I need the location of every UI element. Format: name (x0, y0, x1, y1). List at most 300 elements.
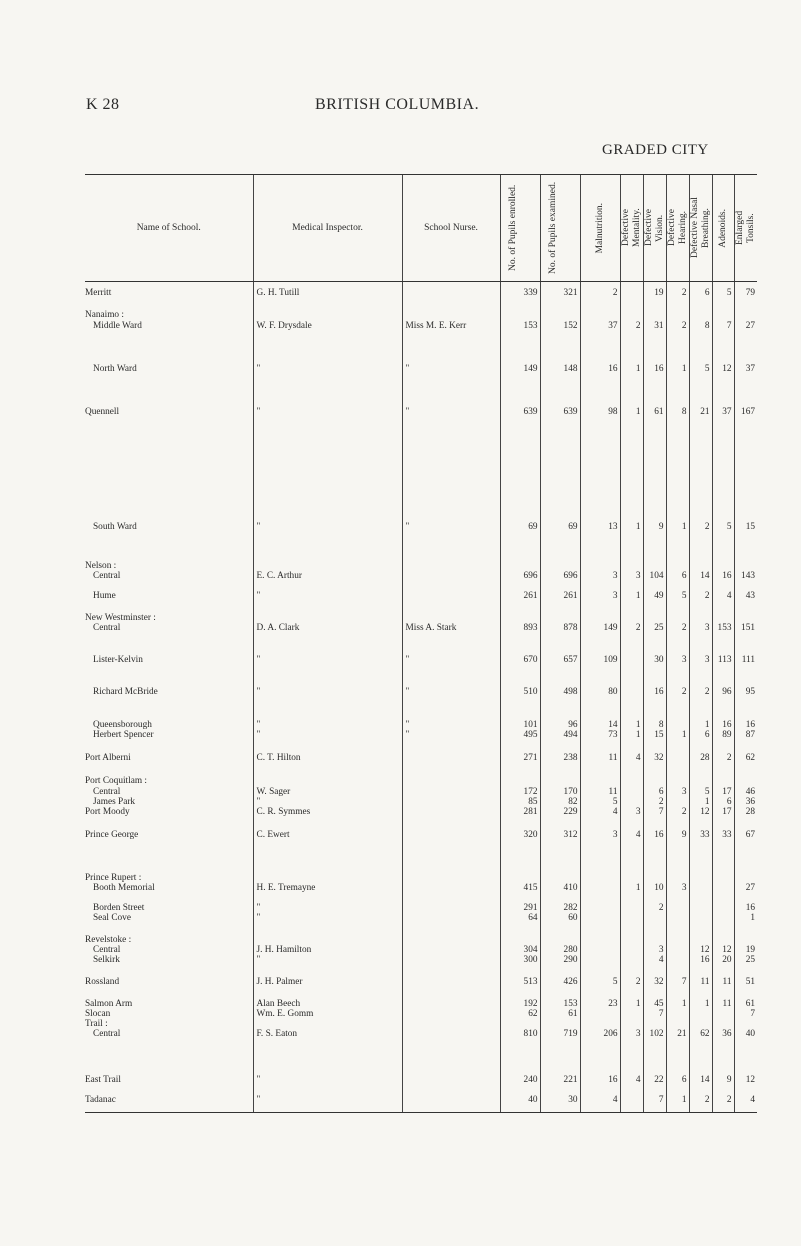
school-name: Central (93, 787, 121, 797)
examined-value: 321 (540, 288, 580, 310)
nasal-value: 1 (689, 797, 712, 807)
col-header-hearing: Defective Hearing. (666, 175, 689, 282)
col-header-inspector: Medical Inspector. (253, 175, 402, 282)
vision-value: 30 (643, 655, 666, 687)
hearing-value: 3 (666, 883, 689, 903)
examined-value: 878 (540, 623, 580, 655)
table-row (85, 687, 779, 720)
school-nurse (402, 913, 500, 935)
table-row (85, 1029, 779, 1075)
adenoids-value: 113 (712, 655, 734, 687)
mentality-value (620, 935, 643, 945)
mentality-value: 1 (620, 591, 643, 613)
tonsils-value: 151 (734, 623, 757, 655)
school-nurse (402, 945, 500, 955)
table-row (85, 310, 779, 321)
school-name: James Park (93, 797, 136, 807)
school-name: North Ward (93, 364, 137, 374)
tonsils-value: 36 (734, 797, 757, 807)
school-name: Trail : (85, 1019, 108, 1029)
page-title: BRITISH COLUMBIA. (315, 96, 480, 113)
enrolled-value: 291 (500, 903, 540, 913)
school-nurse (402, 1009, 500, 1019)
malnutrition-value: 3 (580, 591, 620, 613)
mentality-value (620, 613, 643, 623)
medical-inspector (253, 310, 402, 321)
col-header-adenoids: Adenoids. (712, 175, 734, 282)
enrolled-value (500, 1019, 540, 1029)
examined-value: 410 (540, 883, 580, 903)
nasal-value: 12 (689, 807, 712, 830)
table-row (85, 321, 779, 364)
mentality-value (620, 687, 643, 720)
medical-inspector (253, 561, 402, 571)
vision-value: 32 (643, 753, 666, 776)
examined-value: 96 (540, 720, 580, 730)
adenoids-value: 16 (712, 571, 734, 591)
school-nurse (402, 807, 500, 830)
malnutrition-value (580, 935, 620, 945)
tonsils-value: 25 (734, 955, 757, 977)
school-nurse (402, 1019, 500, 1029)
table-row (85, 797, 779, 807)
table-row (85, 407, 779, 522)
adenoids-value: 17 (712, 807, 734, 830)
enrolled-value: 510 (500, 687, 540, 720)
mentality-value (620, 288, 643, 310)
nasal-value (689, 776, 712, 787)
tonsils-value: 111 (734, 655, 757, 687)
school-nurse: " (402, 730, 500, 753)
school-nurse: " (402, 687, 500, 720)
nasal-value: 3 (689, 655, 712, 687)
nasal-value: 16 (689, 955, 712, 977)
col-header-enrolled: No. of Pupils enrolled. (500, 175, 540, 282)
table-row (85, 787, 779, 797)
tonsils-value (734, 935, 757, 945)
malnutrition-value: 4 (580, 1095, 620, 1113)
adenoids-value: 2 (712, 1095, 734, 1113)
malnutrition-value: 16 (580, 1075, 620, 1095)
adenoids-value: 7 (712, 321, 734, 364)
medical-inspector: " (253, 364, 402, 407)
medical-inspector: C. T. Hilton (253, 753, 402, 776)
school-name: Herbert Spencer (93, 730, 154, 740)
mentality-value (620, 1009, 643, 1019)
tonsils-value (734, 776, 757, 787)
school-name: Slocan (85, 1009, 111, 1019)
mentality-value: 2 (620, 321, 643, 364)
mentality-value: 1 (620, 720, 643, 730)
enrolled-value: 271 (500, 753, 540, 776)
tonsils-value: 28 (734, 807, 757, 830)
school-nurse: Miss A. Stark (402, 623, 500, 655)
mentality-value: 4 (620, 1075, 643, 1095)
hearing-value (666, 955, 689, 977)
adenoids-value: 33 (712, 830, 734, 873)
mentality-value: 2 (620, 977, 643, 999)
table-row (85, 561, 779, 571)
nasal-value: 3 (689, 623, 712, 655)
examined-value: 82 (540, 797, 580, 807)
hearing-value: 2 (666, 321, 689, 364)
col-header-nasal: Defective Nasal Breathing. (689, 175, 712, 282)
tonsils-value (734, 1019, 757, 1029)
mentality-value (620, 945, 643, 955)
school-name: New Westminster : (85, 613, 156, 623)
examined-value: 152 (540, 321, 580, 364)
hearing-value (666, 1009, 689, 1019)
adenoids-value: 12 (712, 364, 734, 407)
malnutrition-value (580, 1019, 620, 1029)
medical-inspector: " (253, 913, 402, 935)
vision-value: 2 (643, 797, 666, 807)
nasal-value (689, 310, 712, 321)
vision-value (643, 613, 666, 623)
tonsils-value (734, 613, 757, 623)
mentality-value (620, 873, 643, 883)
adenoids-value: 11 (712, 999, 734, 1009)
table-row (85, 935, 779, 945)
vision-value (643, 935, 666, 945)
hearing-value (666, 310, 689, 321)
mentality-value: 4 (620, 753, 643, 776)
school-name: Queensborough (93, 720, 152, 730)
table-row (85, 1075, 779, 1095)
adenoids-value: 9 (712, 1075, 734, 1095)
malnutrition-value (580, 945, 620, 955)
mentality-value: 1 (620, 364, 643, 407)
nasal-value (689, 873, 712, 883)
school-nurse (402, 776, 500, 787)
tonsils-value: 51 (734, 977, 757, 999)
table-row (85, 571, 779, 591)
tonsils-value: 37 (734, 364, 757, 407)
medical-inspector: W. F. Drysdale (253, 321, 402, 364)
school-name: Port Alberni (85, 753, 131, 763)
malnutrition-value: 13 (580, 522, 620, 561)
examined-value: 282 (540, 903, 580, 913)
nasal-value (689, 561, 712, 571)
adenoids-value (712, 776, 734, 787)
vision-value (643, 776, 666, 787)
adenoids-value: 6 (712, 797, 734, 807)
medical-inspector: " (253, 797, 402, 807)
table-row (85, 720, 779, 730)
school-name: Middle Ward (93, 321, 142, 331)
school-nurse (402, 561, 500, 571)
enrolled-value: 670 (500, 655, 540, 687)
tonsils-value (734, 873, 757, 883)
nasal-value (689, 883, 712, 903)
examined-value (540, 873, 580, 883)
school-name: Central (93, 1029, 121, 1039)
examined-value: 498 (540, 687, 580, 720)
examined-value: 61 (540, 1009, 580, 1019)
hearing-value (666, 720, 689, 730)
table-row (85, 945, 779, 955)
enrolled-value: 339 (500, 288, 540, 310)
mentality-value: 4 (620, 830, 643, 873)
tonsils-value: 62 (734, 753, 757, 776)
school-name: Salmon Arm (85, 999, 133, 1009)
mentality-value: 1 (620, 407, 643, 522)
medical-inspector (253, 776, 402, 787)
enrolled-value: 64 (500, 913, 540, 935)
hearing-value (666, 561, 689, 571)
school-name: Selkirk (93, 955, 120, 965)
examined-value: 426 (540, 977, 580, 999)
medical-inspector (253, 935, 402, 945)
enrolled-value: 261 (500, 591, 540, 613)
hearing-value (666, 935, 689, 945)
tonsils-value: 15 (734, 522, 757, 561)
table-row (85, 730, 779, 753)
examined-value: 170 (540, 787, 580, 797)
school-name: East Trail (85, 1075, 121, 1085)
adenoids-value (712, 873, 734, 883)
col-header-name: Name of School. (85, 175, 253, 282)
table-row (85, 999, 779, 1009)
medical-inspector: E. C. Arthur (253, 571, 402, 591)
mentality-value: 2 (620, 623, 643, 655)
tonsils-value: 95 (734, 687, 757, 720)
malnutrition-value (580, 776, 620, 787)
adenoids-value: 16 (712, 720, 734, 730)
examined-value: 221 (540, 1075, 580, 1095)
malnutrition-value (580, 903, 620, 913)
malnutrition-value: 206 (580, 1029, 620, 1075)
medical-inspector: " (253, 655, 402, 687)
nasal-value: 21 (689, 407, 712, 522)
mentality-value (620, 1095, 643, 1113)
nasal-value: 1 (689, 999, 712, 1009)
nasal-value: 2 (689, 687, 712, 720)
examined-value (540, 561, 580, 571)
enrolled-value: 40 (500, 1095, 540, 1113)
medical-inspector: J. H. Palmer (253, 977, 402, 999)
adenoids-value (712, 913, 734, 935)
tonsils-value: 1 (734, 913, 757, 935)
malnutrition-value (580, 955, 620, 977)
col-header-vision: Defective Vision. (643, 175, 666, 282)
school-name: Prince Rupert : (85, 873, 142, 883)
school-name: Booth Memorial (93, 883, 155, 893)
adenoids-value (712, 1019, 734, 1029)
page-number: K 28 (86, 96, 120, 113)
table-row (85, 753, 779, 776)
school-name: Richard McBride (93, 687, 158, 697)
examined-value: 60 (540, 913, 580, 935)
vision-value: 9 (643, 522, 666, 561)
vision-value (643, 310, 666, 321)
malnutrition-value: 23 (580, 999, 620, 1009)
school-nurse: Miss M. E. Kerr (402, 321, 500, 364)
enrolled-value: 696 (500, 571, 540, 591)
table-row (85, 1009, 779, 1019)
school-nurse (402, 613, 500, 623)
hearing-value: 1 (666, 522, 689, 561)
nasal-value: 8 (689, 321, 712, 364)
nasal-value: 14 (689, 571, 712, 591)
nasal-value: 28 (689, 753, 712, 776)
hearing-value (666, 1019, 689, 1029)
malnutrition-value: 98 (580, 407, 620, 522)
medical-inspector: " (253, 1075, 402, 1095)
examined-value: 280 (540, 945, 580, 955)
enrolled-value: 101 (500, 720, 540, 730)
hearing-value: 6 (666, 571, 689, 591)
medical-inspector: " (253, 903, 402, 913)
examined-value: 69 (540, 522, 580, 561)
vision-value: 22 (643, 1075, 666, 1095)
col-header-examined: No. of Pupils examined. (540, 175, 580, 282)
examined-value: 261 (540, 591, 580, 613)
mentality-value (620, 913, 643, 935)
enrolled-value: 153 (500, 321, 540, 364)
mentality-value: 3 (620, 807, 643, 830)
vision-value: 25 (643, 623, 666, 655)
malnutrition-value: 3 (580, 571, 620, 591)
tonsils-value: 40 (734, 1029, 757, 1075)
table-row (85, 830, 779, 873)
medical-inspector: " (253, 955, 402, 977)
medical-inspector: C. R. Symmes (253, 807, 402, 830)
adenoids-value: 4 (712, 591, 734, 613)
adenoids-value: 153 (712, 623, 734, 655)
enrolled-value: 304 (500, 945, 540, 955)
hearing-value (666, 945, 689, 955)
adenoids-value (712, 1009, 734, 1019)
enrolled-value: 495 (500, 730, 540, 753)
nasal-value (689, 1009, 712, 1019)
medical-inspector (253, 873, 402, 883)
mentality-value: 1 (620, 883, 643, 903)
tonsils-value: 61 (734, 999, 757, 1009)
examined-value: 238 (540, 753, 580, 776)
col-header-tonsils: Enlarged Tonsils. (734, 175, 757, 282)
adenoids-value (712, 310, 734, 321)
school-name: Revelstoke : (85, 935, 132, 945)
school-name: Seal Cove (93, 913, 131, 923)
vision-value: 16 (643, 364, 666, 407)
hearing-value (666, 776, 689, 787)
vision-value: 6 (643, 787, 666, 797)
mentality-value (620, 655, 643, 687)
medical-inspector: " (253, 407, 402, 522)
medical-inspector (253, 613, 402, 623)
vision-value: 45 (643, 999, 666, 1009)
tonsils-value: 19 (734, 945, 757, 955)
nasal-value (689, 913, 712, 935)
tonsils-value: 43 (734, 591, 757, 613)
vision-value (643, 561, 666, 571)
tonsils-value: 16 (734, 720, 757, 730)
nasal-value: 1 (689, 720, 712, 730)
examined-value: 696 (540, 571, 580, 591)
school-name: Lister-Kelvin (93, 655, 143, 665)
table-row (85, 623, 779, 655)
medical-inspector: " (253, 1095, 402, 1113)
adenoids-value: 2 (712, 753, 734, 776)
school-nurse (402, 1029, 500, 1075)
enrolled-value (500, 873, 540, 883)
school-nurse (402, 935, 500, 945)
table-row (85, 883, 779, 903)
adenoids-value (712, 561, 734, 571)
adenoids-value (712, 903, 734, 913)
nasal-value: 12 (689, 945, 712, 955)
mentality-value: 3 (620, 1029, 643, 1075)
tonsils-value: 27 (734, 321, 757, 364)
hearing-value (666, 613, 689, 623)
tonsils-value: 16 (734, 903, 757, 913)
tonsils-value: 87 (734, 730, 757, 753)
examined-value: 657 (540, 655, 580, 687)
examined-value: 229 (540, 807, 580, 830)
table-row (85, 873, 779, 883)
school-name: Prince George (85, 830, 139, 840)
table-row (85, 913, 779, 935)
table-row (85, 655, 779, 687)
medical-inspector: " (253, 730, 402, 753)
school-nurse (402, 310, 500, 321)
vision-value (643, 913, 666, 935)
school-nurse (402, 977, 500, 999)
examined-value (540, 935, 580, 945)
hearing-value: 8 (666, 407, 689, 522)
nasal-value: 2 (689, 1095, 712, 1113)
examined-value (540, 613, 580, 623)
school-nurse: " (402, 720, 500, 730)
adenoids-value: 89 (712, 730, 734, 753)
school-name: Borden Street (93, 903, 145, 913)
school-name: Tadanac (85, 1095, 253, 1113)
school-nurse: " (402, 522, 500, 561)
vision-value: 104 (643, 571, 666, 591)
school-nurse (402, 1075, 500, 1095)
tonsils-value: 4 (734, 1095, 757, 1113)
hearing-value: 2 (666, 623, 689, 655)
vision-value: 7 (643, 807, 666, 830)
hearing-value: 5 (666, 591, 689, 613)
examined-value: 30 (540, 1095, 580, 1113)
vision-value: 16 (643, 687, 666, 720)
medical-inspector: J. H. Hamilton (253, 945, 402, 955)
school-nurse (402, 830, 500, 873)
col-header-malnutrition: Malnutrition. (580, 175, 620, 282)
hearing-value: 1 (666, 364, 689, 407)
malnutrition-value: 2 (580, 288, 620, 310)
table-row (85, 1095, 779, 1113)
enrolled-value (500, 613, 540, 623)
enrolled-value: 85 (500, 797, 540, 807)
enrolled-value: 281 (500, 807, 540, 830)
school-nurse (402, 883, 500, 903)
mentality-value (620, 1019, 643, 1029)
hearing-value (666, 753, 689, 776)
school-name: Central (93, 623, 121, 633)
malnutrition-value: 109 (580, 655, 620, 687)
col-header-mentality: Defective Mentality. (620, 175, 643, 282)
adenoids-value: 36 (712, 1029, 734, 1075)
school-nurse (402, 787, 500, 797)
school-nurse (402, 1095, 500, 1113)
col-header-nurse: School Nurse. (402, 175, 500, 282)
hearing-value: 1 (666, 1095, 689, 1113)
malnutrition-value (580, 873, 620, 883)
graded-city-table (85, 174, 779, 1113)
